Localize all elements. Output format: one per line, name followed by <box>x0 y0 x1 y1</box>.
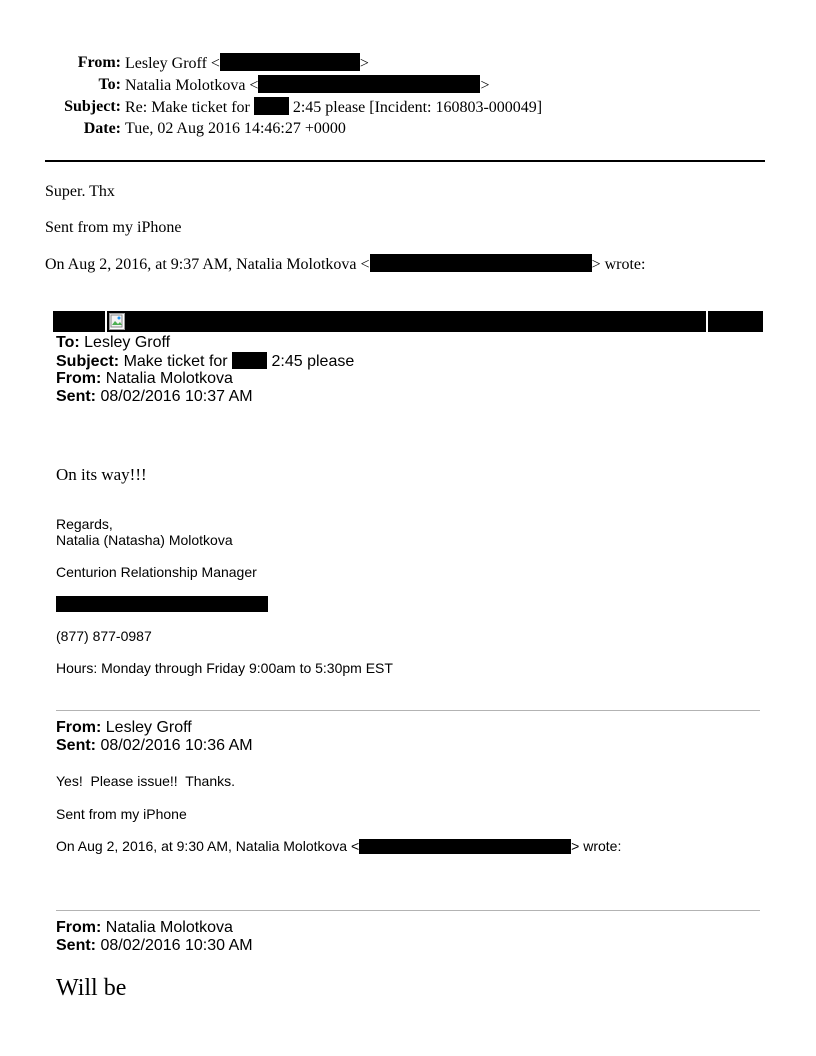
banner-divider <box>706 311 708 332</box>
msg1-phone: (877) 877-0987 <box>56 628 152 644</box>
msg1-subject-label: Subject: <box>56 353 120 370</box>
message-divider <box>56 910 760 911</box>
msg3-from-line <box>56 919 233 937</box>
message-divider <box>56 710 760 711</box>
msg1-to-value: Lesley Groff <box>84 334 171 351</box>
header-divider <box>45 160 765 162</box>
redaction-bar <box>254 97 289 115</box>
redacted-banner <box>53 311 763 332</box>
msg1-from-line <box>56 370 233 388</box>
msg2-from-line <box>56 719 192 737</box>
redaction-bar <box>258 75 480 93</box>
msg1-subject-line <box>56 352 354 371</box>
reply-line-1: Super. Thx <box>45 183 115 200</box>
reply-quote-pre: On Aug 2, 2016, at 9:37 AM, Natalia Molotkova < <box>45 256 370 273</box>
msg1-to-label: To: <box>56 334 80 351</box>
msg2-sent-from: Sent from my iPhone <box>56 806 187 822</box>
msg3-body: Will be <box>56 975 127 1001</box>
msg1-from-value: Natalia Molotkova <box>105 370 233 387</box>
header-subject-post: 2:45 please [Incident: 160803-000049] <box>292 99 543 116</box>
redaction-bar <box>232 352 267 369</box>
msg1-sent-value: 08/02/2016 10:37 AM <box>100 388 253 405</box>
header-subject-row <box>125 97 542 118</box>
msg3-sent-line <box>56 937 253 955</box>
header-date-label: Date: <box>83 120 121 137</box>
msg1-regards: Regards, <box>56 516 113 532</box>
header-from-close: > <box>359 55 369 72</box>
redaction-bar <box>370 254 592 272</box>
msg1-to-line <box>56 334 170 352</box>
header-subject-label: Subject: <box>64 98 121 115</box>
header-subject-pre: Re: Make ticket for <box>125 99 250 116</box>
msg1-hours: Hours: Monday through Friday 9:00am to 5:30pm EST <box>56 660 393 676</box>
header-to-label: To: <box>98 76 121 93</box>
header-to-close: > <box>480 77 490 94</box>
msg2-quote-post: > wrote: <box>571 838 622 854</box>
msg2-body: Yes! Please issue!! Thanks. <box>56 773 235 789</box>
msg3-sent-label: Sent: <box>56 937 96 954</box>
msg3-sent-value: 08/02/2016 10:30 AM <box>100 937 253 954</box>
msg1-body: On its way!!! <box>56 465 147 484</box>
broken-image-icon <box>109 313 125 330</box>
msg1-subject-pre: Make ticket for <box>123 353 228 370</box>
header-from-row <box>125 53 369 74</box>
msg1-signature-name: Natalia (Natasha) Molotkova <box>56 532 233 548</box>
header-to-value: Natalia Molotkova < <box>125 77 259 94</box>
msg2-from-label: From: <box>56 719 102 736</box>
msg1-from-label: From: <box>56 370 102 387</box>
msg2-from-value: Lesley Groff <box>105 719 192 736</box>
banner-divider <box>105 311 107 332</box>
msg2-quote-pre: On Aug 2, 2016, at 9:30 AM, Natalia Molotkova < <box>56 838 360 854</box>
header-from-label: From: <box>77 54 121 71</box>
msg2-quote-line <box>56 838 621 854</box>
header-from-value: Lesley Groff < <box>125 55 220 72</box>
msg3-from-label: From: <box>56 919 102 936</box>
msg1-sent-label: Sent: <box>56 388 96 405</box>
msg2-sent-line <box>56 737 253 755</box>
reply-quote-line <box>45 254 645 275</box>
redaction-bar <box>220 53 360 71</box>
redaction-bar <box>359 839 571 854</box>
msg1-sent-line <box>56 388 253 406</box>
msg1-signature-title: Centurion Relationship Manager <box>56 564 257 580</box>
header-to-row <box>125 75 489 96</box>
msg1-subject-post: 2:45 please <box>271 353 355 370</box>
redaction-bar <box>56 596 268 612</box>
msg2-sent-label: Sent: <box>56 737 96 754</box>
msg2-sent-value: 08/02/2016 10:36 AM <box>100 737 253 754</box>
reply-line-2: Sent from my iPhone <box>45 219 182 236</box>
msg3-from-value: Natalia Molotkova <box>105 919 233 936</box>
reply-quote-post: > wrote: <box>591 256 646 273</box>
header-date-value: Tue, 02 Aug 2016 14:46:27 +0000 <box>125 120 346 137</box>
